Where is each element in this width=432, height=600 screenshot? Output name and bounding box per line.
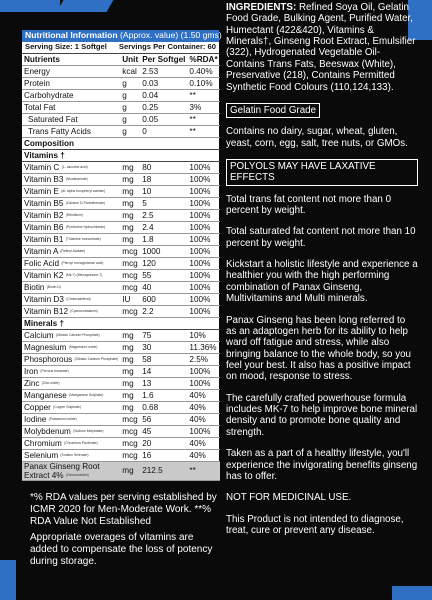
nutrient-unit: mcg — [120, 246, 140, 258]
nutrient-amount: 120 — [140, 258, 187, 270]
table-row — [22, 402, 220, 414]
nutrient-name — [22, 366, 120, 378]
nutrient-rda: 2.5% — [187, 354, 219, 366]
table-row — [22, 186, 220, 198]
nutrient-rda: 40% — [187, 414, 219, 426]
nutrient-source: (Calcium D-Pantothenate) — [65, 200, 105, 205]
nutrient-unit: mg — [120, 390, 140, 402]
nutrient-unit: mcg — [120, 306, 140, 318]
nutrient-unit: mcg — [120, 258, 140, 270]
nutrient-unit: g — [120, 90, 140, 102]
header-per-softgel: Per Softgel — [142, 54, 186, 64]
table-row — [22, 210, 220, 222]
table-row — [22, 294, 220, 306]
nutrient-unit: mg — [120, 186, 140, 198]
overages-footnote: Appropriate overages of vitamins are added to compensate the loss of potency during storage. — [30, 532, 213, 567]
nutrient-name — [22, 306, 120, 318]
nutrient-source: (Thiamine mononitrate) — [65, 236, 101, 241]
nutrient-source: (Sodium Selenate) — [60, 452, 89, 457]
nutrient-source: (Cholecalciferol) — [66, 296, 91, 301]
nutrient-rda: 100% — [187, 366, 219, 378]
table-row — [22, 462, 220, 481]
nutrient-rda: 0.40% — [187, 66, 219, 78]
nutrient-amount: 0.25 — [140, 102, 187, 114]
nutrient-amount: 10 — [140, 186, 187, 198]
nutrient-label: Iron — [24, 366, 39, 376]
nutrient-name — [22, 186, 120, 198]
nutrient-source: (Nicotinamide) — [65, 176, 88, 181]
nutrient-name — [22, 402, 120, 414]
nutrient-label: Calcium — [24, 330, 54, 340]
nutrient-name — [22, 390, 120, 402]
nutrient-name — [22, 210, 120, 222]
nutrient-label: Vitamin C — [24, 162, 60, 172]
table-row — [22, 342, 220, 354]
nutrient-name — [22, 414, 120, 426]
nutrient-rda: 100% — [187, 306, 219, 318]
serving-info — [22, 42, 219, 54]
nutrient-rda: 100% — [187, 186, 219, 198]
nutrient-source: (Zinc oxide) — [41, 380, 60, 385]
nutrient-unit: mg — [120, 210, 140, 222]
decor-stripe — [57, 0, 114, 12]
ingredients-text: Refined Soya Oil, Gelatin Food Grade, Bulking Agent, Purified Water, Humectant (422&420), Vitamins & Minerals†, Ginseng Root Extract, Emulsifier (322), Hydrogenated Vegetable Oil-Contains Trans Fats, Beeswax (White), Preservative (218), Contains Permitted Synthetic Food Colours (110,124,133). — [226, 2, 416, 93]
decor-stripe — [0, 0, 60, 12]
nutrient-rda: 100% — [187, 426, 219, 438]
nutrient-label: Vitamin B12 — [24, 306, 68, 316]
table-row — [22, 102, 220, 114]
nutrient-amount: 2.2 — [140, 306, 187, 318]
nutrient-name — [22, 378, 120, 390]
nutrient-unit: mcg — [120, 450, 140, 462]
servings-per-container: Servings Per Container: 60 — [118, 41, 216, 51]
nutrient-amount: 2.4 — [140, 222, 187, 234]
nutrient-unit: g — [120, 126, 140, 138]
nutrient-source: (Dibasic Calcium Phosphate) — [74, 356, 119, 361]
nutrient-rda: 100% — [187, 378, 219, 390]
nutrient-name — [22, 450, 120, 462]
nutrient-rda: 100% — [187, 270, 219, 282]
nutrition-title-text: Nutritional Information — [25, 30, 118, 40]
nutrient-label: Protein — [24, 78, 50, 88]
header-unit: Unit — [122, 54, 139, 64]
sat-fat-text: Total saturated fat content not more than 10 percent by weight. — [226, 226, 416, 249]
nutrient-rda: 100% — [187, 282, 219, 294]
nutrient-rda: ** — [187, 462, 219, 481]
nutrient-unit: mg — [120, 162, 140, 174]
nutrient-label: Panax Ginseng Root Extract 4% — [24, 462, 100, 481]
nutrient-source: (Biotin D) — [46, 284, 61, 289]
nutrient-unit: kcal — [120, 66, 140, 78]
nutrient-label: Vitamin B6 — [24, 222, 64, 232]
mk7-text: The carefully crafted powerhouse formula includes MK-7 to help improve bone mineral density and to promote bone quality and strength. — [226, 392, 418, 438]
nutrient-amount: 58 — [140, 354, 187, 366]
nutrient-amount: 14 — [140, 366, 187, 378]
table-row — [22, 174, 220, 186]
not-medicinal-text: NOT FOR MEDICINAL USE. — [226, 492, 352, 504]
nutrient-name — [22, 234, 120, 246]
nutrient-name — [22, 126, 120, 138]
ingredients-label: INGREDIENTS: — [226, 2, 297, 13]
nutrient-rda: 100% — [187, 210, 219, 222]
nutrient-rda: ** — [187, 114, 219, 126]
nutrient-amount: 1000 — [140, 246, 187, 258]
nutrient-amount: 20 — [140, 438, 187, 450]
table-row — [22, 114, 220, 126]
nutrient-rda: 40% — [187, 390, 219, 402]
composition-heading — [22, 138, 220, 150]
nutrient-amount: 16 — [140, 450, 187, 462]
nutrient-name — [22, 90, 120, 102]
nutrient-name — [22, 294, 120, 306]
nutrient-rda: 100% — [187, 258, 219, 270]
nutrient-label: Iodine — [24, 414, 47, 424]
lifestyle-text: Taken as a part of a healthy lifestyle, you'll experience the invigorating benefits ginseng has to offer. — [226, 448, 418, 482]
nutrient-label: Copper — [24, 402, 51, 412]
nutrition-table-body — [22, 66, 220, 481]
nutrient-name — [22, 246, 120, 258]
nutrient-source: (Sodium Molybdate) — [73, 428, 104, 433]
nutrient-amount: 2.53 — [140, 66, 187, 78]
nutrient-unit: mg — [120, 174, 140, 186]
nutrient-amount: 56 — [140, 414, 187, 426]
nutrient-unit: mg — [120, 462, 140, 481]
nutrient-rda: 100% — [187, 198, 219, 210]
nutrient-label: Energy — [24, 66, 50, 76]
nutrient-unit: g — [120, 78, 140, 90]
table-row — [22, 282, 220, 294]
nutrient-source: (dl- alpha tocopheryl acetate) — [61, 188, 106, 193]
nutrient-source: (Retinyl Acetate) — [60, 248, 86, 253]
nutrient-source: (Chromium Picolinate) — [64, 440, 98, 445]
nutrient-label: Folic Acid — [24, 258, 60, 268]
panax-text: Panax Ginseng has been long referred to as an adaptogen herb for its ability to help ward off fatigue and stress, while also bringing balance to the whole body, so you feel your best. It also has a positive impact on mood, response to stress. — [226, 314, 411, 383]
nutrient-amount: 0.68 — [140, 402, 187, 414]
table-row — [22, 198, 220, 210]
nutrient-name — [22, 102, 120, 114]
table-row — [22, 126, 220, 138]
nutrient-rda: 100% — [187, 246, 219, 258]
nutrient-amount: 1.6 — [140, 390, 187, 402]
nutrient-unit: mcg — [120, 414, 140, 426]
nutrient-amount: 5 — [140, 198, 187, 210]
nutrient-name — [22, 426, 120, 438]
nutrient-unit: mg — [120, 378, 140, 390]
header-rda: %RDA* — [189, 54, 218, 64]
nutrient-name — [22, 282, 120, 294]
nutrient-amount: 13 — [140, 378, 187, 390]
not-intended-text: This Product is not intended to diagnose, treat, cure or prevent any disease. — [226, 513, 404, 536]
nutrient-unit: mg — [120, 198, 140, 210]
polyols-warning: POLYOLS MAY HAVE LAXATIVE EFFECTS — [226, 159, 418, 186]
nutrient-source: (Ginsenosides) — [65, 473, 89, 478]
nutrient-unit: mcg — [120, 282, 140, 294]
nutrient-label: Phosphorous — [24, 354, 73, 364]
minerals-heading-label: Minerals † — [22, 318, 220, 330]
composition-heading-label: Composition — [22, 138, 220, 150]
table-row — [22, 438, 220, 450]
nutrient-unit: mg — [120, 354, 140, 366]
nutrient-unit: g — [120, 114, 140, 126]
nutrient-rda: 11.36% — [187, 342, 219, 354]
ingredients — [226, 2, 418, 93]
nutrition-panel — [22, 30, 222, 481]
nutrient-rda: 40% — [187, 438, 219, 450]
nutrient-amount: 18 — [140, 174, 187, 186]
nutrient-name — [22, 162, 120, 174]
nutrient-amount: 1.8 — [140, 234, 187, 246]
table-row — [22, 354, 220, 366]
table-row — [22, 162, 220, 174]
table-row — [22, 414, 220, 426]
nutrient-label: Vitamin B2 — [24, 210, 64, 220]
decor-stripe — [0, 560, 16, 600]
nutrient-amount: 80 — [140, 162, 187, 174]
nutrient-name — [22, 222, 120, 234]
nutrient-unit: g — [120, 102, 140, 114]
nutrient-name — [22, 114, 120, 126]
nutrient-rda: 100% — [187, 174, 219, 186]
nutrient-label: Zinc — [24, 378, 40, 388]
nutrient-name — [22, 342, 120, 354]
nutrient-label: Selenium — [24, 450, 59, 460]
nutrient-label: Manganese — [24, 390, 67, 400]
nutrient-unit: mg — [120, 366, 140, 378]
decor-stripe — [392, 586, 432, 600]
nutrient-label: Vitamin B3 — [24, 174, 64, 184]
nutrient-amount: 212.5 — [140, 462, 187, 481]
nutrition-title-sub: (Approx. value) (1.50 gms) — [120, 30, 222, 40]
gelatin-badge: Gelatin Food Grade — [226, 103, 320, 118]
info-column — [226, 2, 418, 546]
nutrient-rda: 3% — [187, 102, 219, 114]
nutrient-amount: 0.03 — [140, 78, 187, 90]
table-row — [22, 234, 220, 246]
nutrient-label: Vitamin B1 — [24, 234, 64, 244]
table-row — [22, 426, 220, 438]
nutrient-source: (Pteroyl monoglutamic acid) — [61, 260, 104, 265]
nutrient-name — [22, 270, 120, 282]
table-header-row — [22, 54, 220, 66]
nutrient-rda: ** — [187, 126, 219, 138]
nutrient-name — [22, 174, 120, 186]
nutrient-rda: 40% — [187, 450, 219, 462]
nutrient-unit: mg — [120, 330, 140, 342]
table-row — [22, 306, 220, 318]
nutrient-source: (Manganese Sulphate) — [69, 392, 104, 397]
table-row — [22, 78, 220, 90]
table-row — [22, 222, 220, 234]
kickstart-text: Kickstart a holistic lifestyle and experience a healthier you with the high performing combination of Panax Ginseng, Multivitamins and Multi minerals. — [226, 259, 418, 305]
nutrient-name — [22, 462, 120, 481]
table-row — [22, 390, 220, 402]
rda-footnote: *% RDA values per serving established by ICMR 2020 for Men-Moderate Work. **% RDA Value Not Established — [30, 492, 217, 527]
nutrient-amount: 55 — [140, 270, 187, 282]
vitamins-heading-label: Vitamins † — [22, 150, 220, 162]
nutrient-unit: mg — [120, 234, 140, 246]
nutrient-unit: mg — [120, 342, 140, 354]
nutrition-title — [22, 30, 222, 42]
nutrient-rda: 100% — [187, 294, 219, 306]
table-row — [22, 258, 220, 270]
nutrient-unit: mg — [120, 402, 140, 414]
nutrient-label: Vitamin A — [24, 246, 58, 256]
serving-size: Serving Size: 1 Softgel — [25, 41, 107, 51]
nutrient-label: Chromium — [24, 438, 62, 448]
nutrient-rda: 10% — [187, 330, 219, 342]
vitamins-heading — [22, 150, 220, 162]
nutrient-source: (Copper Sulphate) — [53, 404, 81, 409]
table-row — [22, 450, 220, 462]
nutrient-name — [22, 438, 120, 450]
nutrient-amount: 0 — [140, 126, 187, 138]
nutrient-source: (L- ascorbic acid) — [61, 164, 88, 169]
nutrient-unit: IU — [120, 294, 140, 306]
nutrient-source: (Cyanocobalamin) — [70, 308, 98, 313]
nutrient-source: (Riboflavin) — [65, 212, 83, 217]
table-row — [22, 90, 220, 102]
nutrient-label: Vitamin E — [24, 186, 59, 196]
nutrient-rda: 0.10% — [187, 78, 219, 90]
nutrient-unit: mcg — [120, 270, 140, 282]
nutrient-rda: 100% — [187, 162, 219, 174]
nutrient-name — [22, 198, 120, 210]
nutrient-name — [22, 354, 120, 366]
nutrient-amount: 40 — [140, 282, 187, 294]
minerals-heading — [22, 318, 220, 330]
nutrient-source: (Ferrous fumarate) — [40, 368, 69, 373]
nutrient-amount: 0.04 — [140, 90, 187, 102]
nutrient-label: Vitamin B5 — [24, 198, 64, 208]
table-row — [22, 330, 220, 342]
nutrient-unit: mg — [120, 222, 140, 234]
nutrient-rda: ** — [187, 90, 219, 102]
nutrient-name — [22, 330, 120, 342]
nutrient-source: (Dibasic Calcium Phosphate) — [55, 332, 100, 337]
header-nutrients: Nutrients — [22, 54, 120, 66]
table-row — [22, 366, 220, 378]
nutrient-label: Biotin — [24, 282, 45, 292]
nutrient-label: Vitamin K2 — [24, 270, 64, 280]
table-row — [22, 66, 220, 78]
nutrient-label: Molybdenum — [24, 426, 71, 436]
nutrient-label: Total Fat — [24, 102, 56, 112]
nutrient-label: Magnesium — [24, 342, 67, 352]
nutrient-rda: 40% — [187, 402, 219, 414]
nutrient-label: Vitamin D3 — [24, 294, 64, 304]
nutrient-unit: mcg — [120, 426, 140, 438]
nutrient-name — [22, 66, 120, 78]
nutrient-amount: 45 — [140, 426, 187, 438]
nutrient-amount: 75 — [140, 330, 187, 342]
table-row — [22, 270, 220, 282]
nutrient-amount: 600 — [140, 294, 187, 306]
nutrient-label: Trans Fatty Acids — [28, 126, 91, 136]
nutrient-amount: 0.05 — [140, 114, 187, 126]
trans-fat-text: Total trans fat content not more than 0 percent by weight. — [226, 193, 392, 217]
nutrient-rda: 100% — [187, 234, 219, 246]
nutrition-table — [22, 54, 220, 482]
nutrient-label: Saturated Fat — [28, 114, 78, 124]
table-row — [22, 378, 220, 390]
nutrient-source: (Magnesium oxide) — [68, 344, 98, 349]
nutrient-name — [22, 78, 120, 90]
nutrient-label: Carbohydrate — [24, 90, 74, 100]
table-row — [22, 246, 220, 258]
nutrient-source: (Mk-7) (Menaquinone-7) — [65, 272, 103, 277]
nutrient-name — [22, 258, 120, 270]
free-from-text: Contains no dairy, sugar, wheat, gluten, yeast, corn, egg, salt, tree nuts, or GMOs. — [226, 126, 408, 149]
nutrient-amount: 2.5 — [140, 210, 187, 222]
nutrient-source: (Pyridoxine hydrochloride) — [65, 224, 106, 229]
nutrient-amount: 30 — [140, 342, 187, 354]
nutrient-unit: mcg — [120, 438, 140, 450]
nutrient-source: (Potassium iodide) — [48, 416, 77, 421]
nutrient-rda: 100% — [187, 222, 219, 234]
